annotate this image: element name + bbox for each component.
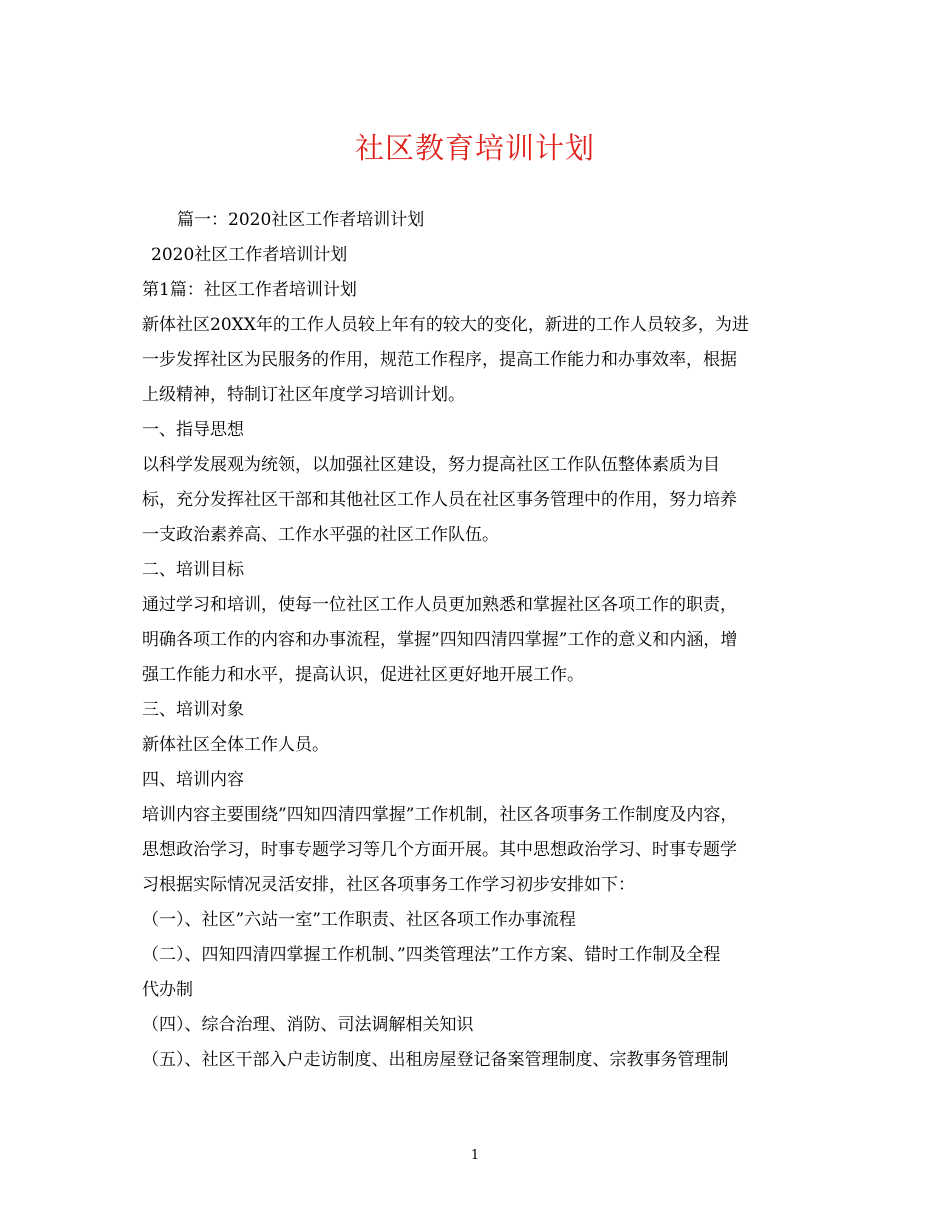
paragraph-line: 明确各项工作的内容和办事流程，掌握”四知四清四掌握”工作的意义和内涵，增 [142, 630, 738, 650]
list-item: （四）、综合治理、消防、司法调解相关知识 [142, 1015, 474, 1035]
document-title: 社区教育培训计划 [354, 131, 595, 165]
section-heading: 三、培训对象 [142, 700, 244, 720]
section-heading: 一、指导思想 [142, 420, 244, 440]
plan-subtitle: 2020社区工作者培训计划 [151, 245, 348, 265]
chapter-heading: 第1篇：社区工作者培训计划 [142, 280, 357, 300]
list-item-continuation: 代办制 [142, 980, 193, 1000]
section-heading: 四、培训内容 [142, 770, 244, 790]
paragraph-line: 新体社区全体工作人员。 [142, 735, 329, 755]
paragraph-line: 习根据实际情况灵活安排，社区各项事务工作学习初步安排如下： [142, 875, 635, 895]
section-heading-part-one: 篇一：2020社区工作者培训计划 [177, 210, 425, 230]
page-number: 1 [470, 1148, 480, 1163]
paragraph-line: 思想政治学习，时事专题学习等几个方面开展。其中思想政治学习、时事专题学 [142, 840, 737, 860]
paragraph-line: 强工作能力和水平，提高认识，促进社区更好地开展工作。 [142, 665, 584, 685]
section-heading: 二、培训目标 [142, 560, 244, 580]
paragraph-line: 通过学习和培训，使每一位社区工作人员更加熟悉和掌握社区各项工作的职责， [142, 595, 737, 615]
list-item: （二）、四知四清四掌握工作机制、”四类管理法”工作方案、错时工作制及全程 [142, 945, 721, 965]
list-item: （五）、社区干部入户走访制度、出租房屋登记备案管理制度、宗教事务管理制 [142, 1050, 729, 1070]
document-body [142, 203, 808, 1078]
paragraph-line: 上级精神，特制订社区年度学习培训计划。 [142, 385, 465, 405]
paragraph-line: 以科学发展观为统领，以加强社区建设，努力提高社区工作队伍整体素质为目 [142, 455, 720, 475]
paragraph-line: 培训内容主要围绕”四知四清四掌握”工作机制，社区各项事务工作制度及内容， [142, 805, 738, 825]
paragraph-line: 一步发挥社区为民服务的作用，规范工作程序，提高工作能力和办事效率，根据 [142, 350, 737, 370]
paragraph-line: 一支政治素养高、工作水平强的社区工作队伍。 [142, 525, 499, 545]
paragraph-line: 新体社区20XX年的工作人员较上年有的较大的变化，新进的工作人员较多，为进 [142, 315, 749, 335]
paragraph-line: 标，充分发挥社区干部和其他社区工作人员在社区事务管理中的作用，努力培养 [142, 490, 737, 510]
list-item: （一）、社区”六站一室”工作职责、社区各项工作办事流程 [142, 910, 576, 930]
